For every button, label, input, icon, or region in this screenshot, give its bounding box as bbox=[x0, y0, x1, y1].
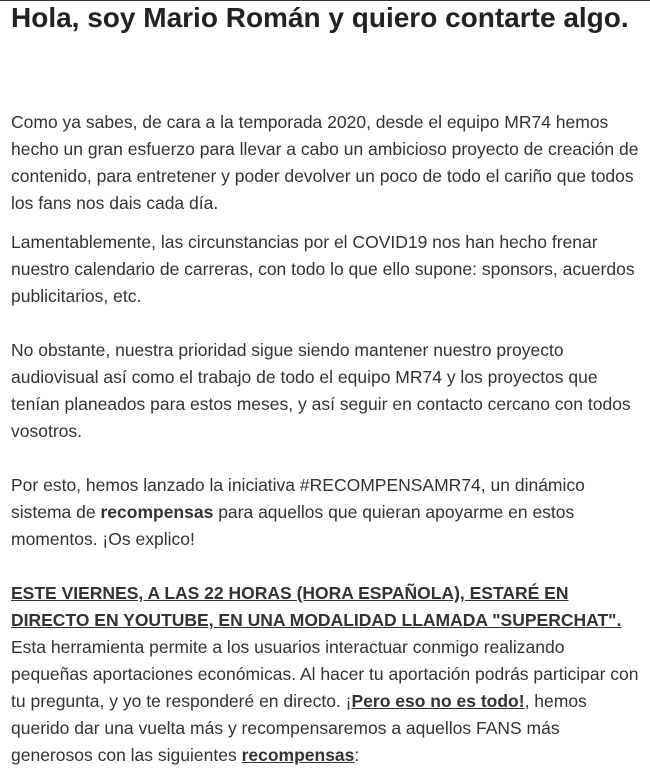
intro-paragraph: Como ya sabes, de cara a la temporada 2020, desde el equipo MR74 hemos hecho un gran esfuerzo para llevar a cabo un ambicioso proyecto de creación de contenido, para entretener y poder devolver un poco de todo el cariño que todos los fans nos dais cada día. bbox=[11, 112, 639, 213]
rewards-link-word: recompensas bbox=[241, 745, 355, 765]
superchat-description: Esta herramienta permite a los usuarios interactuar conmigo realizando pequeñas aportaciones económicas. Al hacer tu aportación podrás participar con tu pregunta, y yo te responderé en directo. ¡ bbox=[11, 637, 639, 711]
superchat-description-end: : bbox=[354, 745, 360, 765]
initiative-paragraph bbox=[11, 472, 643, 553]
livestream-announcement: ESTE VIERNES, A LAS 22 HORAS (HORA ESPAÑOLA), ESTARÉ EN DIRECTO EN YOUTUBE, EN UNA MODALIDAD LLAMADA "SUPERCHAT". bbox=[11, 583, 622, 630]
priority-paragraph: No obstante, nuestra prioridad sigue siendo mantener nuestro proyecto audiovisual así como el trabajo de todo el equipo MR74 y los proyectos que tenían planeados para estos meses, y así seguir en contacto cercano con todos vosotros. bbox=[11, 340, 631, 441]
rewards-keyword: recompensas bbox=[100, 502, 214, 522]
page-title: Hola, soy Mario Román y quiero contarte algo. bbox=[11, 2, 629, 33]
initiative-text: Por esto, hemos lanzado la iniciativa #RECOMPENSAMR74, un dinámico sistema de bbox=[11, 475, 585, 522]
covid-paragraph: Lamentablemente, las circunstancias por el COVID19 nos han hecho frenar nuestro calendario de carreras, con todo lo que ello supone: sponsors, acuerdos publicitarios, etc. bbox=[11, 232, 635, 306]
superchat-paragraph bbox=[11, 580, 643, 769]
superchat-description-cont: , hemos querido dar una vuelta más y recompensaremos a aquellos FANS más generosos con las siguientes bbox=[11, 691, 587, 765]
initiative-text-end: para aquellos que quieran apoyarme en estos momentos. ¡Os explico! bbox=[11, 502, 575, 549]
not-all-emphasis: Pero eso no es todo! bbox=[351, 691, 525, 711]
